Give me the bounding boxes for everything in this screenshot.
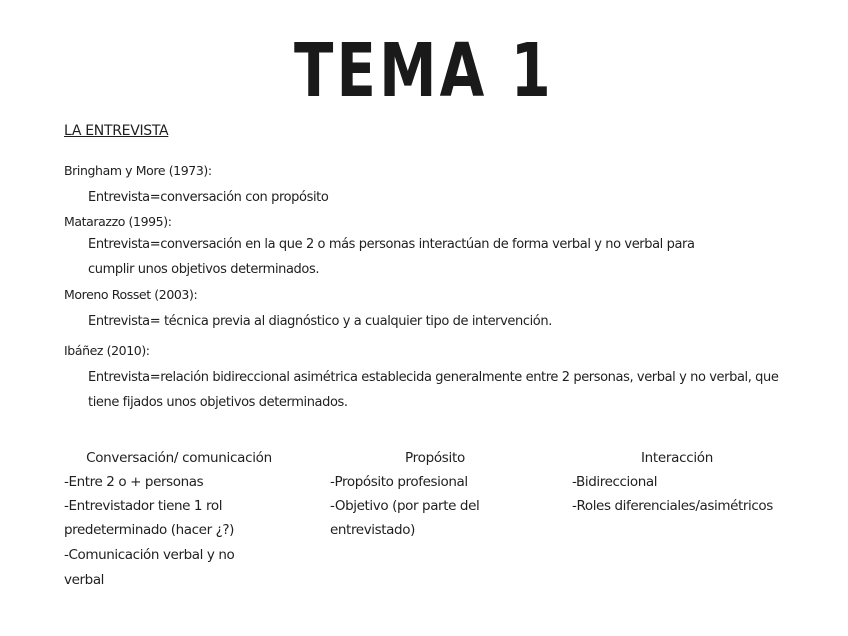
author-citation: Matarazzo (1995):: [64, 214, 172, 229]
column-item: predeterminado (hacer ¿?): [64, 522, 235, 538]
definition-line: Entrevista=conversación con propósito: [88, 190, 329, 205]
section-heading: LA ENTREVISTA: [64, 123, 169, 139]
column-heading-proposito: Propósito: [405, 450, 465, 466]
column-item: verbal: [64, 572, 105, 588]
column-heading-interaccion: Interacción: [640, 450, 714, 466]
author-citation: Moreno Rosset (2003):: [64, 287, 198, 302]
column-item: -Roles diferenciales/asimétricos: [572, 498, 773, 514]
page-title: TEMA 1: [294, 28, 554, 114]
definition-line: tiene fijados unos objetivos determinados.: [88, 395, 348, 410]
column-item: -Comunicación verbal y no: [64, 547, 235, 563]
column-item: entrevistado): [330, 522, 415, 538]
definition-line: Entrevista= técnica previa al diagnóstico y a cualquier tipo de intervención.: [88, 314, 552, 329]
column-item: -Entrevistador tiene 1 rol: [64, 498, 223, 514]
definition-line: Entrevista=relación bidireccional asimétrica establecida generalmente entre 2 personas, verbal y no verbal, que: [88, 370, 779, 385]
definition-line: Entrevista=conversación en la que 2 o más personas interactúan de forma verbal y no verbal para: [88, 237, 695, 252]
column-item: -Entre 2 o + personas: [64, 474, 204, 490]
definition-line: cumplir unos objetivos determinados.: [88, 262, 320, 277]
column-item: -Bidireccional: [572, 474, 658, 490]
author-citation: Ibáñez (2010):: [64, 343, 150, 358]
column-item: -Objetivo (por parte del: [330, 498, 480, 514]
author-citation: Bringham y More (1973):: [64, 163, 212, 178]
column-item: -Propósito profesional: [330, 474, 468, 490]
column-heading-conversacion: Conversación/ comunicación: [86, 450, 272, 466]
